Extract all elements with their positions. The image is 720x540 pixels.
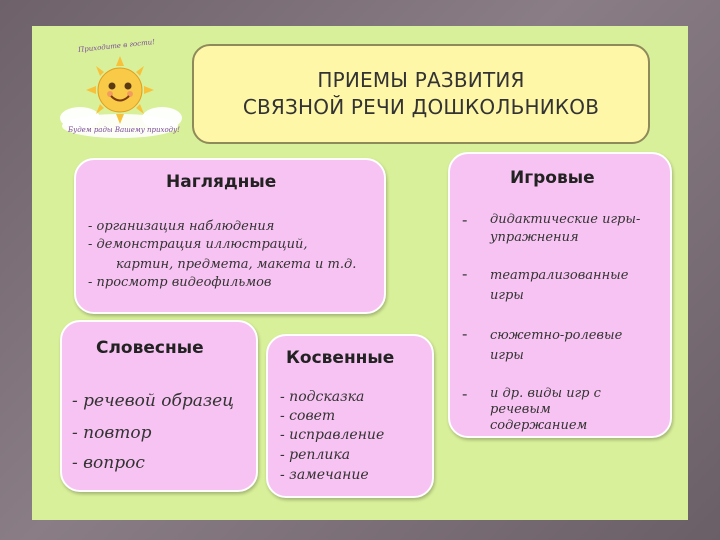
card-naglyadnye-heading: Наглядные: [166, 172, 277, 192]
card-igrovye: [448, 152, 672, 438]
card-kosvennye: [266, 334, 434, 498]
igrovye-item-line: игры: [490, 288, 524, 303]
card-slovesnye-heading: Словесные: [96, 338, 204, 358]
naglyadnye-line: картин, предмета, макета и т.д.: [116, 257, 357, 272]
slovesnye-line: - речевой образец: [72, 391, 235, 411]
igrovye-item-line: театрализованные: [490, 268, 629, 283]
title-box: [192, 44, 650, 144]
title-line-1: ПРИЕМЫ РАЗВИТИЯ: [317, 68, 525, 92]
slovesnye-line: - вопрос: [72, 453, 145, 473]
igrovye-item-line: упражнения: [490, 230, 579, 245]
igrovye-item-line: содержанием: [490, 418, 588, 433]
kosvennye-line: - замечание: [280, 467, 369, 483]
naglyadnye-line: - организация наблюдения: [88, 219, 275, 234]
igrovye-item-line: дидактические игры-: [490, 212, 641, 227]
sun-logo: [50, 38, 190, 143]
kosvennye-line: - реплика: [280, 447, 351, 463]
igrovye-item-line: и др. виды игр с: [490, 386, 601, 401]
igrovye-item-line: речевым: [490, 402, 551, 417]
kosvennye-line: - исправление: [280, 427, 385, 443]
igrovye-dash: -: [462, 324, 468, 343]
naglyadnye-line: - просмотр видеофильмов: [88, 275, 272, 290]
igrovye-item-line: сюжетно-ролевые: [490, 328, 623, 343]
logo-bottom-text: Будем рады Вашему приходу!: [68, 126, 180, 134]
kosvennye-line: - подсказка: [280, 389, 365, 405]
naglyadnye-line: - демонстрация иллюстраций,: [88, 237, 308, 252]
title-line-2: СВЯЗНОЙ РЕЧИ ДОШКОЛЬНИКОВ: [242, 95, 600, 119]
card-slovesnye: [60, 320, 258, 492]
logo-top-text: Приходите в гости!: [77, 37, 156, 55]
slovesnye-line: - повтор: [72, 423, 152, 443]
kosvennye-line: - совет: [280, 408, 336, 424]
igrovye-dash: -: [462, 264, 468, 283]
igrovye-dash: -: [462, 384, 468, 403]
card-igrovye-heading: Игровые: [510, 168, 595, 188]
igrovye-dash: -: [462, 210, 468, 229]
card-naglyadnye: [74, 158, 386, 314]
card-kosvennye-heading: Косвенные: [286, 348, 395, 368]
igrovye-item-line: игры: [490, 348, 524, 363]
